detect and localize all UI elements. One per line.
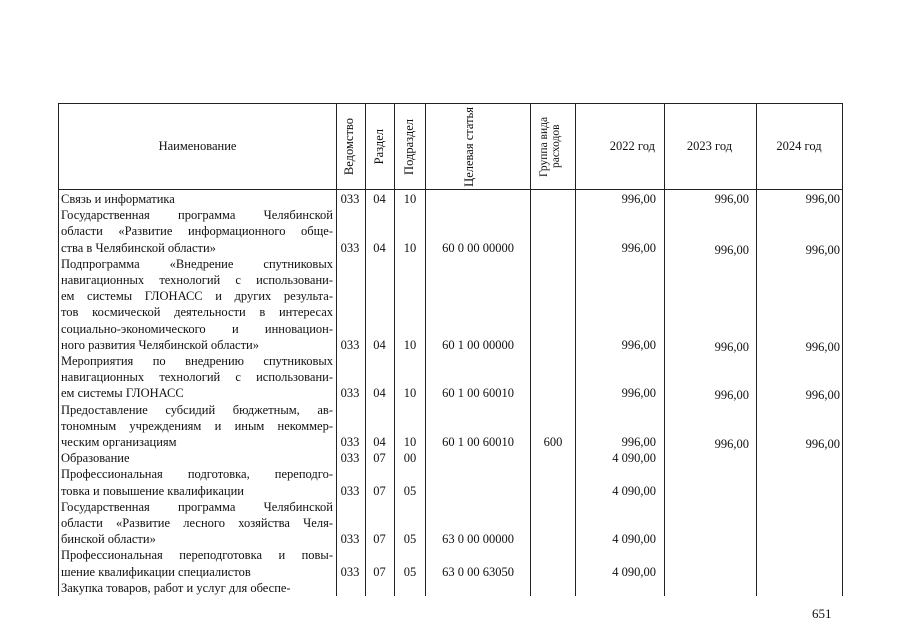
row-name-line: товка и повышение квалификации <box>61 483 244 498</box>
row-name <box>61 256 333 353</box>
row-name-line: Закупка товаров, работ и услуг для обеспе- <box>61 580 291 595</box>
row-target-item: 63 0 00 00000 <box>442 532 514 547</box>
row-section: 07 <box>373 532 386 547</box>
header-subsection <box>395 104 425 189</box>
row-section: 04 <box>373 434 386 449</box>
row-subsection: 05 <box>403 532 417 547</box>
row-department: 033 <box>340 434 360 449</box>
row-2023: 996,00 <box>714 192 749 206</box>
row-2023: 996,00 <box>714 436 749 451</box>
row-department: 033 <box>340 192 360 206</box>
row-department: 033 <box>340 337 360 352</box>
table-header <box>59 104 842 190</box>
row-subsection: 05 <box>403 483 417 498</box>
row-2022: 996,00 <box>621 337 656 352</box>
row-name-line: ческим организациям <box>61 434 177 449</box>
header-department-label: Ведомство <box>342 117 357 176</box>
table-row <box>59 547 842 579</box>
table-row <box>59 402 842 451</box>
row-department: 033 <box>340 386 360 401</box>
row-2022: 996,00 <box>621 240 656 255</box>
row-2024: 996,00 <box>805 388 840 403</box>
row-target-item: 60 1 00 00000 <box>442 337 514 352</box>
row-name <box>61 191 333 207</box>
header-target-item-label: Целевая статья <box>462 106 476 187</box>
row-2023: 996,00 <box>714 339 749 354</box>
header-name: Наименование <box>158 139 237 153</box>
row-name <box>61 580 333 596</box>
header-2022: 2022 год <box>609 139 655 153</box>
row-name-line: бинской области» <box>61 532 156 547</box>
row-subsection: 05 <box>403 564 417 579</box>
row-2022: 996,00 <box>621 386 656 401</box>
row-target-item: 60 1 00 60010 <box>442 434 514 449</box>
row-subsection: 10 <box>403 192 417 206</box>
row-2022: 996,00 <box>621 434 656 449</box>
row-section: 07 <box>373 483 386 498</box>
row-name <box>61 466 333 498</box>
row-name-line: навигационных технологий с использовани- <box>61 370 333 385</box>
row-name-line: ного развития Челябинской области» <box>61 337 259 352</box>
row-2023: 996,00 <box>714 388 749 403</box>
row-name <box>61 353 333 402</box>
row-2022: 4 090,00 <box>612 483 656 498</box>
row-name-line: области «Развитие лесного хозяйства Челя- <box>61 515 333 530</box>
row-section: 04 <box>373 337 386 352</box>
row-name-line: Связь и информатика <box>61 192 175 206</box>
row-subsection: 10 <box>403 434 417 449</box>
row-name-line: Образование <box>61 451 130 466</box>
header-expense-group <box>531 104 575 189</box>
row-department: 033 <box>340 564 360 579</box>
row-2024: 996,00 <box>805 242 840 257</box>
table-row <box>59 207 842 256</box>
page-number: 651 <box>812 606 832 621</box>
row-name <box>61 207 333 256</box>
row-2022: 996,00 <box>621 192 656 206</box>
table-row <box>59 466 842 498</box>
table-row <box>59 256 842 353</box>
row-section: 04 <box>373 192 386 206</box>
row-section: 04 <box>373 240 386 255</box>
row-department: 033 <box>340 483 360 498</box>
row-name-line: Государственная программа Челябинской <box>61 208 333 223</box>
table-row <box>59 580 842 596</box>
header-2024: 2024 год <box>776 139 822 153</box>
header-2023: 2023 год <box>686 139 733 153</box>
row-name-line: ем системы ГЛОНАСС и других результа- <box>61 289 333 304</box>
row-2024: 996,00 <box>805 436 840 451</box>
header-target-item <box>426 104 530 189</box>
row-name-line: ства в Челябинской области» <box>61 240 216 255</box>
row-name <box>61 547 333 579</box>
header-expense-group-label: Группа вида расходов <box>538 116 563 177</box>
row-2022: 4 090,00 <box>612 451 656 466</box>
row-name-line: шение квалификации специалистов <box>61 564 251 579</box>
row-name-line: Мероприятия по внедрению спутниковых <box>61 354 333 368</box>
row-section: 07 <box>373 451 386 466</box>
row-name <box>61 499 333 548</box>
row-department: 033 <box>340 532 360 547</box>
row-section: 07 <box>373 564 386 579</box>
row-2023: 996,00 <box>714 242 749 257</box>
row-name-line: Профессиональная переподготовка и повы- <box>61 548 333 563</box>
row-subsection: 10 <box>403 386 417 401</box>
budget-table <box>58 103 843 596</box>
header-subsection-label: Подраздел <box>402 118 417 175</box>
row-2022: 4 090,00 <box>612 532 656 547</box>
table-row <box>59 499 842 548</box>
row-name-line: Профессиональная подготовка, переподго- <box>61 467 333 482</box>
row-name <box>61 402 333 451</box>
row-target-item: 63 0 00 63050 <box>442 564 514 579</box>
row-department: 033 <box>340 240 360 255</box>
row-2024: 996,00 <box>805 192 840 206</box>
table-row <box>59 191 842 207</box>
row-name-line: социально-экономического и инновацион- <box>61 321 333 336</box>
row-name <box>61 450 333 466</box>
row-2022: 4 090,00 <box>612 564 656 579</box>
row-name-line: тономным учреждениям и иным некоммер- <box>61 418 333 433</box>
row-department: 033 <box>340 451 360 466</box>
header-department <box>336 104 364 189</box>
row-name-line: Государственная программа Челябинской <box>61 499 333 514</box>
row-name-line: навигационных технологий с использовани- <box>61 272 333 287</box>
header-section-label: Раздел <box>371 128 386 165</box>
row-2024: 996,00 <box>805 339 840 354</box>
row-target-item: 60 0 00 00000 <box>442 240 514 255</box>
row-name-line: области «Развитие информационного обще- <box>61 224 333 239</box>
row-expense-group: 600 <box>543 434 563 449</box>
row-section: 04 <box>373 386 386 401</box>
row-name-line: Подпрограмма «Внедрение спутниковых <box>61 256 333 271</box>
row-name-line: тов космической деятельности в интересах <box>61 305 333 320</box>
row-subsection: 10 <box>403 240 417 255</box>
row-subsection: 00 <box>403 451 417 466</box>
row-name-line: ем системы ГЛОНАСС <box>61 386 184 401</box>
row-target-item: 60 1 00 60010 <box>442 386 514 401</box>
table-row <box>59 353 842 402</box>
table-row <box>59 450 842 466</box>
row-subsection: 10 <box>403 337 417 352</box>
row-name-line: Предоставление субсидий бюджетным, ав- <box>61 402 333 417</box>
header-section <box>365 104 394 189</box>
